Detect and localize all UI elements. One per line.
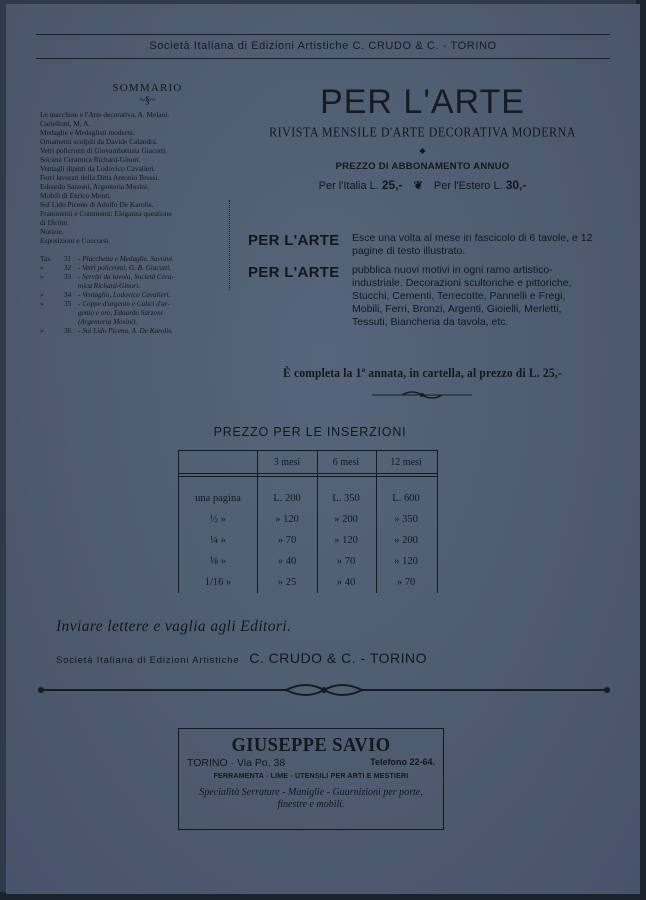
table-row-label: ⅛ » — [210, 556, 226, 567]
plate-number — [64, 282, 78, 291]
plate-item — [40, 255, 225, 264]
advertiser-telephone: Telefono 22-64. — [370, 757, 435, 767]
top-rule — [36, 34, 610, 35]
plate-number: 32 — [64, 264, 72, 272]
plate-number — [64, 309, 78, 318]
masthead — [250, 82, 595, 192]
column-divider — [229, 200, 230, 290]
savio-advertisement — [178, 728, 444, 830]
contents-item: Edoardo Sarzoni, Argenteria Mosini. — [40, 182, 149, 191]
advertising-rates-table — [178, 450, 438, 593]
table-column-header: 12 mesi — [390, 457, 422, 468]
plate-prefix: » — [40, 300, 44, 308]
plate-text: - Sul Lido Piceno, A. De Karolis. — [78, 327, 173, 335]
header-rule — [36, 58, 610, 59]
table-cell: L. 200 — [273, 493, 301, 504]
table-cell: L. 350 — [332, 493, 360, 504]
advertising-rates-title: PREZZO PER LE INSERZIONI — [213, 425, 407, 439]
contents-item: Sul Lido Piceno di Adolfo De Karolis. — [40, 200, 154, 209]
advertiser-goods: FERRAMENTA - LIME - UTENSILI PER ARTI E MESTIERI — [213, 773, 409, 780]
plate-number — [64, 318, 78, 327]
italia-label: Per l'Italia L. — [318, 180, 379, 192]
contents-item: Società Ceramica Richard-Ginori. — [40, 155, 141, 164]
plate-prefix — [40, 282, 64, 291]
table-cell: » 25 — [277, 577, 297, 588]
plate-prefix: » — [40, 273, 44, 281]
description-text: pubblica nuovi motivi in ogni ramo artistico-industriale. Decorazioni scultoriche e pittoriche, Stucchi, Cementi, Terrecotte, Pannelli e Fregi, Mobili, Ferri, Bronzi, Argenti, Gioielli, Merletti, Tessuti, Biancheria da tavola, etc. — [352, 264, 572, 328]
table-cell: » 120 — [275, 514, 299, 525]
plate-text: - Servizi da tavola, Società Cera- — [78, 273, 174, 281]
plate-item — [40, 318, 225, 327]
advertiser-specialty: Specialità Serrature - Maniglie - Guarnizioni per porte, finestre e mobili. — [199, 787, 423, 810]
plate-text: - Coppe d'argento e Calici d'ar- — [78, 300, 170, 308]
fleuron-icon: ❦ — [413, 180, 423, 192]
plate-text: (Argenteria Mosini). — [78, 318, 138, 326]
contents-item: Frammenti e Commenti: Eleganza questione — [40, 209, 172, 218]
table-column-header: 6 mesi — [332, 457, 360, 468]
plate-text: mica Richard-Ginori. — [78, 282, 141, 290]
magazine-title: PER L'ARTE — [320, 83, 525, 121]
description-label: PER L'ARTE — [248, 264, 340, 281]
plate-number: 31 — [64, 255, 72, 263]
description-block — [248, 232, 593, 258]
description-label: PER L'ARTE — [248, 232, 340, 249]
send-letters-note: Inviare lettere e vaglia agli Editori. — [56, 618, 292, 635]
table-cell: » 200 — [334, 514, 358, 525]
table-column-header: 3 mesi — [273, 457, 301, 468]
description-text: Esce una volta al mese in fascicolo di 6 tavole, e 12 pagine di testo illustrato. — [352, 232, 593, 257]
publisher-name-big: C. CRUDO & C. - TORINO — [249, 650, 428, 666]
publisher-footer — [56, 650, 596, 666]
advertiser-name: GIUSEPPE SAVIO — [231, 734, 391, 756]
plates-list — [40, 255, 225, 336]
description-block — [248, 264, 593, 329]
plate-prefix: » — [40, 291, 44, 299]
table-cell: » 350 — [394, 514, 418, 525]
plate-number: 34 — [64, 291, 72, 299]
table-cell: » 200 — [394, 535, 418, 546]
contents-item: Le macchine e l'Arte decorativa, A. Melani. — [40, 110, 170, 119]
plate-text: - Placchetta e Medaglie, Savoini. — [78, 255, 174, 263]
contents-item: Ventagli dipinti da Lodovico Cavalieri. — [40, 164, 156, 173]
plate-item — [40, 291, 225, 300]
contents-item: Mobili di Enrico Monti. — [40, 191, 112, 200]
table-cell: » 70 — [336, 556, 356, 567]
plate-item — [40, 327, 225, 336]
table-row-label: ¼ » — [210, 535, 226, 546]
table-cell: » 70 — [396, 577, 416, 588]
publisher-header: Società Italiana di Edizioni Artistiche C. CRUDO & C. - TORINO — [149, 40, 497, 52]
contents-item: Notizie. — [40, 227, 64, 236]
table-row-label: ½ » — [210, 514, 226, 525]
plate-item — [40, 282, 225, 291]
table-of-contents — [40, 82, 225, 336]
plate-number: 36 — [64, 327, 72, 335]
estero-price: 30,- — [505, 178, 527, 192]
diamond-ornament: ◆ — [419, 146, 426, 155]
plate-prefix: » — [40, 264, 44, 272]
estero-label: Per l'Estero L. — [433, 180, 503, 192]
small-rule-ornament — [372, 388, 472, 402]
table-cell: L. 600 — [392, 493, 420, 504]
table-cell: » 120 — [394, 556, 418, 567]
table-header-rule — [179, 473, 437, 474]
plate-number: 33 — [64, 273, 72, 281]
plate-prefix: Tav. — [40, 255, 53, 263]
contents-item: Esposizioni e Concorsi. — [40, 236, 110, 245]
contents-item: Ornamenti scolpiti da Davide Calandra. — [40, 137, 158, 146]
completion-note: È completa la 1ª annata, in cartella, al prezzo di L. 25,- — [283, 366, 562, 380]
contents-item: Vetri policromi di Giovambattista Giacotti. — [40, 146, 168, 155]
subscription-heading: PREZZO DI ABBONAMENTO ANNUO — [335, 161, 510, 172]
publisher-name-small: Società Italiana di Edizioni Artistiche — [56, 655, 240, 666]
plate-item — [40, 264, 225, 273]
table-cell: » 120 — [334, 535, 358, 546]
plate-item — [40, 309, 225, 318]
contents-item: di Diritto. — [40, 218, 70, 227]
plate-text: - Ventaglio, Lodovico Cavalieri. — [78, 291, 171, 299]
table-cell: » 40 — [277, 556, 297, 567]
table-row-label: una pagina — [195, 493, 241, 504]
contents-list — [40, 110, 225, 245]
subscription-prices — [250, 178, 595, 192]
sommario-ornament: ~§~ — [139, 95, 156, 106]
table-header-rule — [179, 476, 437, 477]
plate-item — [40, 300, 225, 309]
table-cell: » 40 — [336, 577, 356, 588]
advertiser-address: TORINO · Via Po, 38 — [187, 757, 286, 769]
plate-item — [40, 273, 225, 282]
sommario-title: SOMMARIO — [112, 82, 183, 94]
plate-text: gento e oro, Edoardo Sarzoni — [78, 309, 163, 317]
plate-prefix — [40, 318, 64, 327]
plate-number: 35 — [64, 300, 72, 308]
plate-prefix: » — [40, 327, 44, 335]
plate-prefix — [40, 309, 64, 318]
contents-item: Cartelloni, M. A. — [40, 119, 91, 128]
table-row-label: 1/16 » — [204, 577, 232, 588]
long-rule-ornament — [36, 680, 612, 700]
contents-item: Ferri lavorati della Ditta Antonio Bressi. — [40, 173, 160, 182]
italia-price: 25,- — [381, 178, 403, 192]
table-cell: » 70 — [277, 535, 297, 546]
advertiser-address-row — [179, 757, 443, 769]
plate-text: - Vetri policromi, G. B. Giacotti. — [78, 264, 171, 272]
contents-item: Medaglie e Medaglisti moderni. — [40, 128, 135, 137]
magazine-subtitle: RIVISTA MENSILE D'ARTE DECORATIVA MODERNA — [269, 124, 576, 140]
